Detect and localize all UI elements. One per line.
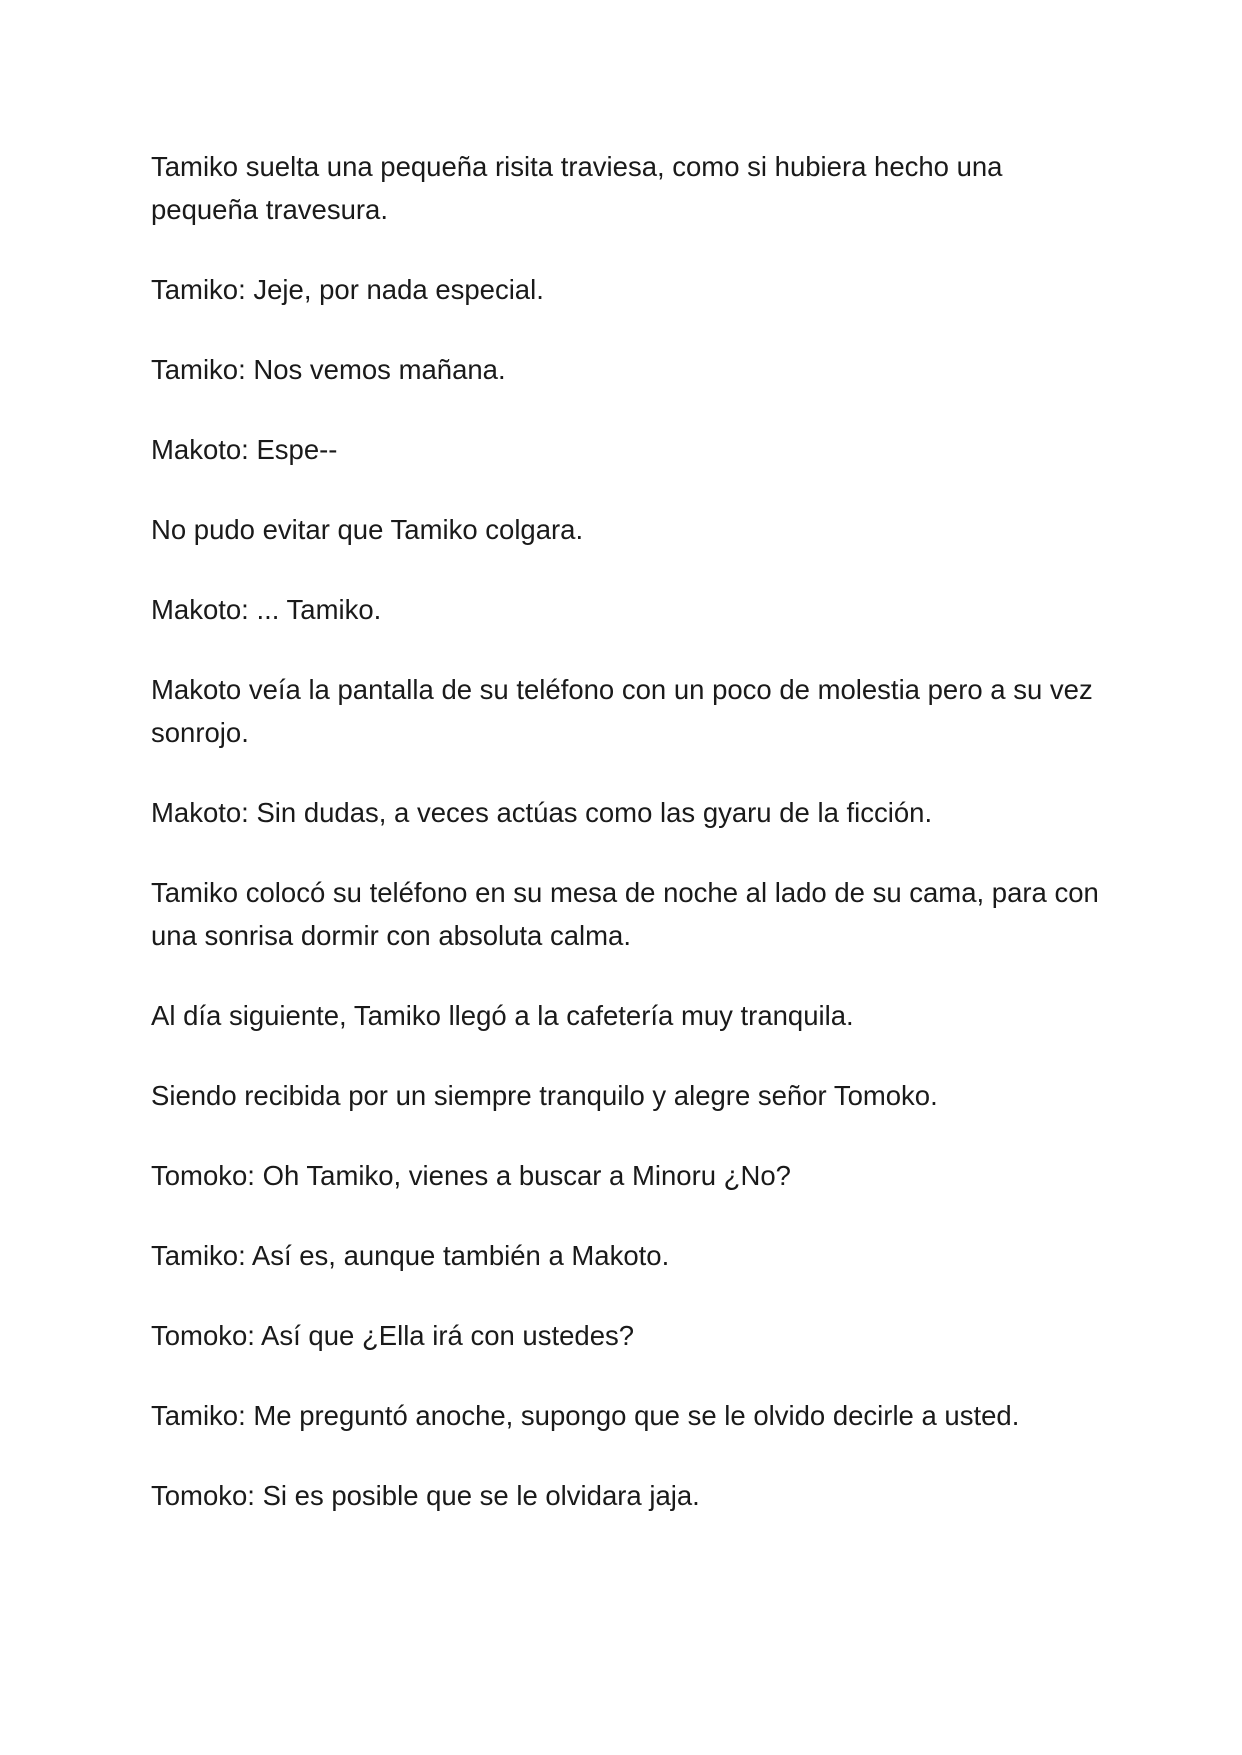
paragraph: Tomoko: Así que ¿Ella irá con ustedes? — [151, 1320, 635, 1351]
document-body — [151, 145, 1101, 1554]
paragraph: Siendo recibida por un siempre tranquilo y alegre señor Tomoko. — [151, 1080, 938, 1111]
paragraph: No pudo evitar que Tamiko colgara. — [151, 514, 584, 545]
paragraph: Al día siguiente, Tamiko llegó a la cafetería muy tranquila. — [151, 1000, 854, 1031]
paragraph: Makoto: Sin dudas, a veces actúas como las gyaru de la ficción. — [151, 797, 933, 828]
paragraph: Makoto veía la pantalla de su teléfono con un poco de molestia pero a su vez sonrojo. — [151, 674, 1093, 748]
paragraph: Makoto: Espe-- — [151, 434, 338, 465]
paragraph: Tamiko: Jeje, por nada especial. — [151, 274, 544, 305]
paragraph: Tomoko: Oh Tamiko, vienes a buscar a Minoru ¿No? — [151, 1160, 791, 1191]
paragraph: Makoto: ... Tamiko. — [151, 594, 382, 625]
paragraph: Tamiko colocó su teléfono en su mesa de noche al lado de su cama, para con una sonrisa dormir con absoluta calma. — [151, 877, 1099, 951]
paragraph: Tomoko: Si es posible que se le olvidara jaja. — [151, 1480, 700, 1511]
paragraph: Tamiko: Así es, aunque también a Makoto. — [151, 1240, 670, 1271]
paragraph: Tamiko: Nos vemos mañana. — [151, 354, 506, 385]
paragraph: Tamiko suelta una pequeña risita traviesa, como si hubiera hecho una pequeña travesura. — [151, 151, 1003, 225]
paragraph: Tamiko: Me preguntó anoche, supongo que se le olvido decirle a usted. — [151, 1400, 1020, 1431]
